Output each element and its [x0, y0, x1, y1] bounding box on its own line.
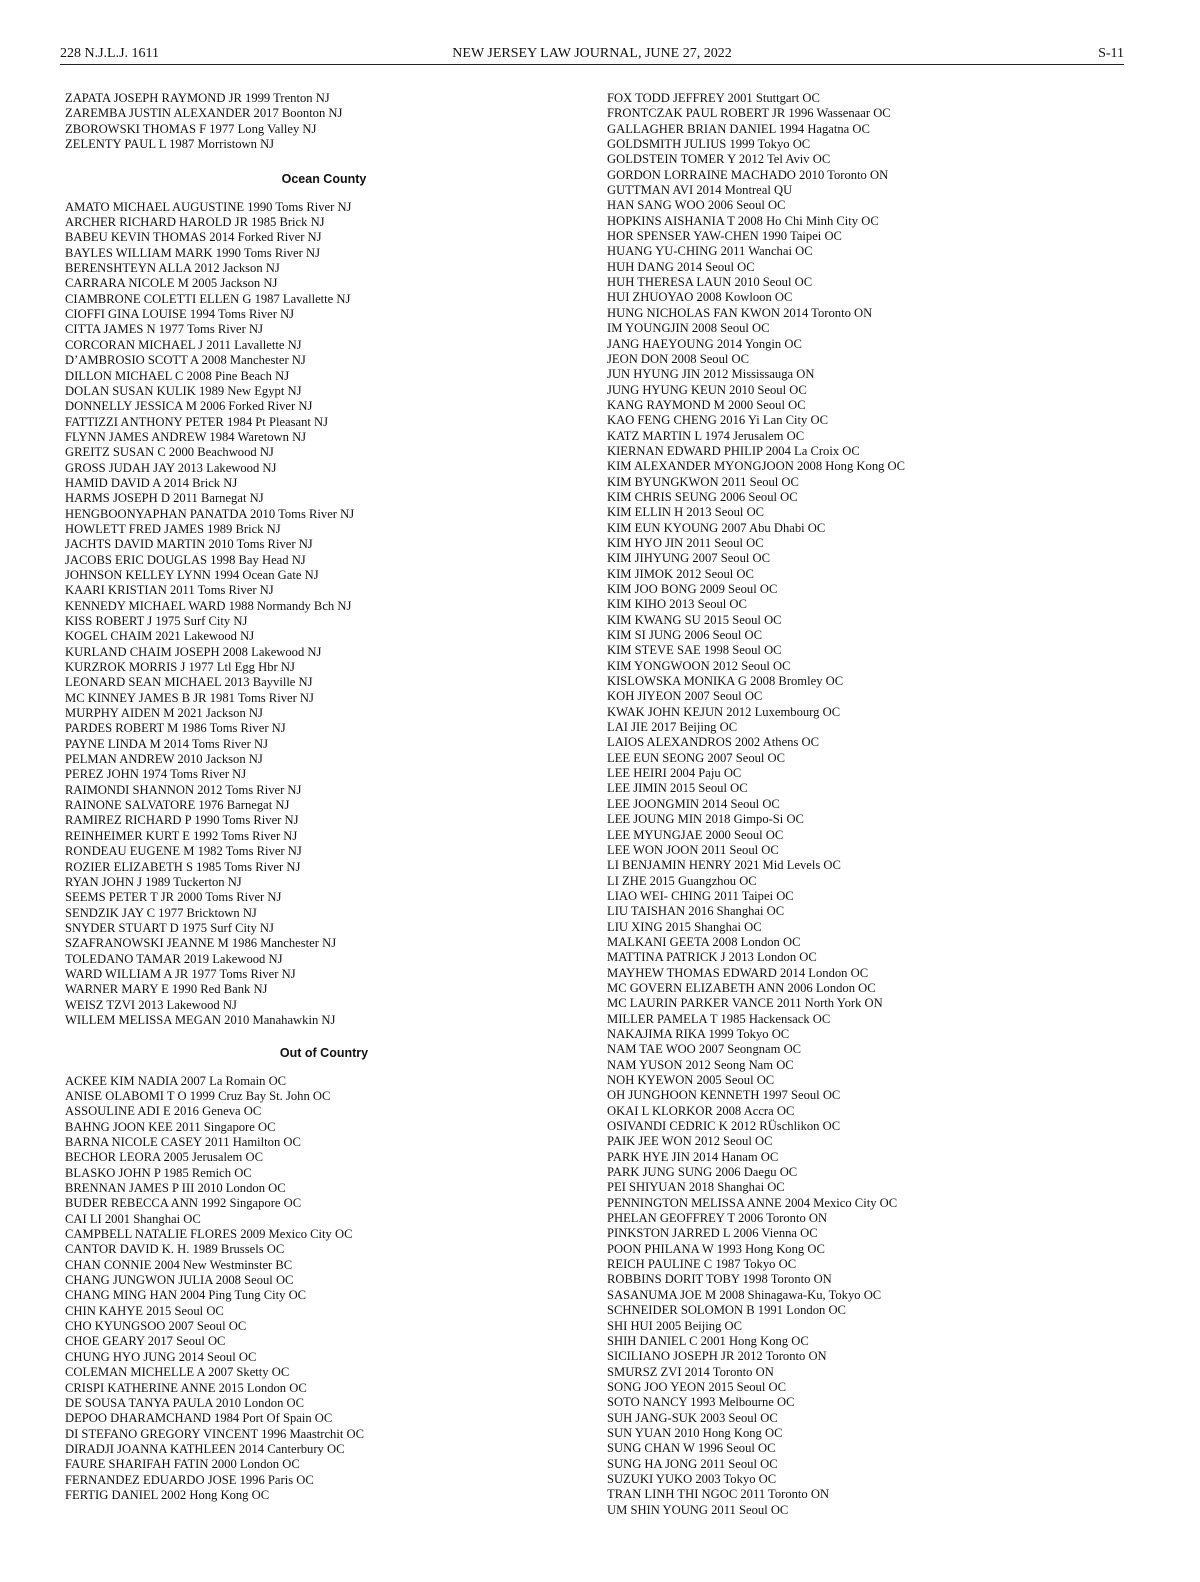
- list-item: SUH JANG-SUK 2003 Seoul OC: [607, 1410, 778, 1425]
- list-item: SASANUMA JOE M 2008 Shinagawa-Ku, Tokyo OC: [607, 1287, 882, 1302]
- list-item: ASSOULINE ADI E 2016 Geneva OC: [65, 1104, 262, 1119]
- list-item: KIM JIHYUNG 2007 Seoul OC: [607, 551, 771, 566]
- list-item: KIERNAN EDWARD PHILIP 2004 La Croix OC: [607, 443, 860, 458]
- list-item: HOR SPENSER YAW-CHEN 1990 Taipei OC: [607, 229, 842, 244]
- list-item: NAM TAE WOO 2007 Seongnam OC: [607, 1042, 802, 1057]
- list-item: WEISZ TZVI 2013 Lakewood NJ: [65, 997, 237, 1012]
- list-item: WARD WILLIAM A JR 1977 Toms River NJ: [65, 966, 296, 981]
- list-item: SENDZIK JAY C 1977 Bricktown NJ: [65, 905, 257, 920]
- entry-list: [65, 1074, 545, 1504]
- list-item: CRISPI KATHERINE ANNE 2015 London OC: [65, 1380, 307, 1395]
- list-item: HENGBOONYAPHAN PANATDA 2010 Toms River NJ: [65, 506, 355, 521]
- list-item: NAM YUSON 2012 Seong Nam OC: [607, 1057, 794, 1072]
- list-item: SUNG HA JONG 2011 Seoul OC: [607, 1456, 778, 1471]
- list-item: DIRADJI JOANNA KATHLEEN 2014 Canterbury OC: [65, 1441, 345, 1456]
- list-item: LEONARD SEAN MICHAEL 2013 Bayville NJ: [65, 675, 313, 690]
- list-item: AMATO MICHAEL AUGUSTINE 1990 Toms River NJ: [65, 199, 352, 214]
- list-item: TRAN LINH THI NGOC 2011 Toronto ON: [607, 1487, 830, 1502]
- list-item: POON PHILANA W 1993 Hong Kong OC: [607, 1241, 825, 1256]
- list-item: PEREZ JOHN 1974 Toms River NJ: [65, 767, 247, 782]
- list-item: JACHTS DAVID MARTIN 2010 Toms River NJ: [65, 537, 313, 552]
- list-item: LEE MYUNGJAE 2000 Seoul OC: [607, 827, 784, 842]
- list-item: LEE EUN SEONG 2007 Seoul OC: [607, 750, 786, 765]
- list-item: JANG HAEYOUNG 2014 Yongin OC: [607, 336, 802, 351]
- list-item: CAMPBELL NATALIE FLORES 2009 Mexico City OC: [65, 1227, 353, 1242]
- list-item: LEE WON JOON 2011 Seoul OC: [607, 842, 779, 857]
- list-item: SMURSZ ZVI 2014 Toronto ON: [607, 1364, 774, 1379]
- list-item: MATTINA PATRICK J 2013 London OC: [607, 950, 817, 965]
- list-item: FATTIZZI ANTHONY PETER 1984 Pt Pleasant NJ: [65, 414, 329, 429]
- list-item: KISS ROBERT J 1975 Surf City NJ: [65, 614, 248, 628]
- list-item: CHANG JUNGWON JULIA 2008 Seoul OC: [65, 1273, 294, 1288]
- list-item: RAMIREZ RICHARD P 1990 Toms River NJ: [65, 813, 299, 828]
- list-item: DI STEFANO GREGORY VINCENT 1996 Maastrchit OC: [65, 1426, 364, 1441]
- list-item: SOTO NANCY 1993 Melbourne OC: [607, 1395, 795, 1410]
- list-item: BARNA NICOLE CASEY 2011 Hamilton OC: [65, 1135, 301, 1149]
- list-item: HOWLETT FRED JAMES 1989 Brick NJ: [65, 521, 281, 536]
- list-item: KIM EUN KYOUNG 2007 Abu Dhabi OC: [607, 520, 826, 535]
- list-item: FOX TODD JEFFREY 2001 Stuttgart OC: [607, 91, 820, 105]
- list-item: GOLDSTEIN TOMER Y 2012 Tel Aviv OC: [607, 152, 831, 167]
- list-item: ZELENTY PAUL L 1987 Morristown NJ: [65, 137, 275, 152]
- list-item: LIAO WEI- CHING 2011 Taipei OC: [607, 888, 794, 903]
- list-item: KWAK JOHN KEJUN 2012 Luxembourg OC: [607, 704, 841, 719]
- entry-list: [65, 200, 545, 1029]
- page-header: [60, 46, 1124, 65]
- list-item: IM YOUNGJIN 2008 Seoul OC: [607, 321, 770, 336]
- list-item: HUNG NICHOLAS FAN KWON 2014 Toronto ON: [607, 305, 873, 320]
- list-item: PARK JUNG SUNG 2006 Daegu OC: [607, 1165, 798, 1180]
- list-item: RAINONE SALVATORE 1976 Barnegat NJ: [65, 798, 290, 813]
- list-item: PEI SHIYUAN 2018 Shanghai OC: [607, 1180, 785, 1195]
- list-item: GOLDSMITH JULIUS 1999 Tokyo OC: [607, 137, 811, 152]
- list-item: CORCORAN MICHAEL J 2011 Lavallette NJ: [65, 337, 302, 352]
- list-item: KIM STEVE SAE 1998 Seoul OC: [607, 643, 782, 658]
- list-item: D’AMBROSIO SCOTT A 2008 Manchester NJ: [65, 353, 306, 368]
- list-item: BRENNAN JAMES P III 2010 London OC: [65, 1181, 286, 1196]
- list-item: HAN SANG WOO 2006 Seoul OC: [607, 198, 786, 213]
- list-item: KAO FENG CHENG 2016 Yi Lan City OC: [607, 413, 828, 428]
- list-item: PAIK JEE WON 2012 Seoul OC: [607, 1134, 773, 1149]
- list-item: RYAN JOHN J 1989 Tuckerton NJ: [65, 874, 242, 889]
- list-item: CHOE GEARY 2017 Seoul OC: [65, 1334, 226, 1349]
- list-item: DEPOO DHARAMCHAND 1984 Port Of Spain OC: [65, 1411, 333, 1426]
- list-item: FRONTCZAK PAUL ROBERT JR 1996 Wassenaar OC: [607, 106, 891, 121]
- left-column: [65, 91, 545, 1503]
- list-item: MILLER PAMELA T 1985 Hackensack OC: [607, 1011, 831, 1026]
- list-item: OSIVANDI CEDRIC K 2012 RÜschlikon OC: [607, 1119, 841, 1134]
- list-item: GALLAGHER BRIAN DANIEL 1994 Hagatna OC: [607, 121, 870, 136]
- list-item: ROBBINS DORIT TOBY 1998 Toronto ON: [607, 1272, 832, 1287]
- list-item: JEON DON 2008 Seoul OC: [607, 351, 750, 366]
- list-item: HARMS JOSEPH D 2011 Barnegat NJ: [65, 491, 264, 506]
- list-item: MC LAURIN PARKER VANCE 2011 North York ON: [607, 996, 883, 1011]
- list-item: DONNELLY JESSICA M 2006 Forked River NJ: [65, 399, 313, 414]
- list-item: SEEMS PETER T JR 2000 Toms River NJ: [65, 890, 282, 905]
- list-item: KOH JIYEON 2007 Seoul OC: [607, 689, 763, 704]
- list-item: BERENSHTEYN ALLA 2012 Jackson NJ: [65, 261, 280, 276]
- list-item: CHIN KAHYE 2015 Seoul OC: [65, 1303, 224, 1318]
- list-item: FERTIG DANIEL 2002 Hong Kong OC: [65, 1487, 270, 1502]
- list-item: BUDER REBECCA ANN 1992 Singapore OC: [65, 1196, 302, 1211]
- list-item: OKAI L KLORKOR 2008 Accra OC: [607, 1103, 795, 1118]
- list-item: WARNER MARY E 1990 Red Bank NJ: [65, 982, 268, 997]
- list-item: JUN HYUNG JIN 2012 Mississauga ON: [607, 367, 815, 382]
- list-item: HUH DANG 2014 Seoul OC: [607, 259, 755, 274]
- list-item: KIM BYUNGKWON 2011 Seoul OC: [607, 474, 799, 489]
- list-item: SONG JOO YEON 2015 Seoul OC: [607, 1379, 786, 1394]
- list-item: PAYNE LINDA M 2014 Toms River NJ: [65, 736, 268, 751]
- list-item: SHIH DANIEL C 2001 Hong Kong OC: [607, 1333, 809, 1348]
- list-item: GROSS JUDAH JAY 2013 Lakewood NJ: [65, 460, 277, 475]
- list-item: ACKEE KIM NADIA 2007 La Romain OC: [65, 1073, 287, 1088]
- list-item: JUNG HYUNG KEUN 2010 Seoul OC: [607, 382, 807, 397]
- list-item: MC GOVERN ELIZABETH ANN 2006 London OC: [607, 980, 876, 995]
- list-item: MC KINNEY JAMES B JR 1981 Toms River NJ: [65, 690, 314, 705]
- entry-list: [607, 91, 1087, 1518]
- list-item: KIM CHRIS SEUNG 2006 Seoul OC: [607, 489, 798, 504]
- list-item: SUZUKI YUKO 2003 Tokyo OC: [607, 1471, 777, 1486]
- list-item: ANISE OLABOMI T O 1999 Cruz Bay St. John OC: [65, 1088, 331, 1103]
- list-item: LEE JOUNG MIN 2018 Gimpo-Si OC: [607, 812, 804, 827]
- list-item: LI ZHE 2015 Guangzhou OC: [607, 873, 757, 888]
- list-item: LEE HEIRI 2004 Paju OC: [607, 766, 742, 781]
- page-number: S-11: [1098, 46, 1124, 61]
- list-item: KIM ELLIN H 2013 Seoul OC: [607, 505, 765, 520]
- list-item: PARDES ROBERT M 1986 Toms River NJ: [65, 721, 286, 736]
- list-item: ARCHER RICHARD HAROLD JR 1985 Brick NJ: [65, 215, 325, 230]
- list-item: KENNEDY MICHAEL WARD 1988 Normandy Bch NJ: [65, 598, 352, 613]
- list-item: PELMAN ANDREW 2010 Jackson NJ: [65, 752, 263, 767]
- list-item: TOLEDANO TAMAR 2019 Lakewood NJ: [65, 951, 283, 966]
- list-item: KANG RAYMOND M 2000 Seoul OC: [607, 397, 806, 412]
- list-item: LAI JIE 2017 Beijing OC: [607, 720, 738, 735]
- list-item: OH JUNGHOON KENNETH 1997 Seoul OC: [607, 1088, 841, 1103]
- list-item: CIOFFI GINA LOUISE 1994 Toms River NJ: [65, 307, 295, 322]
- list-item: CAI LI 2001 Shanghai OC: [65, 1211, 201, 1226]
- list-item: REICH PAULINE C 1987 Tokyo OC: [607, 1257, 797, 1272]
- list-item: CHO KYUNGSOO 2007 Seoul OC: [65, 1319, 247, 1334]
- list-item: FLYNN JAMES ANDREW 1984 Waretown NJ: [65, 429, 307, 444]
- list-item: MAYHEW THOMAS EDWARD 2014 London OC: [607, 965, 869, 980]
- list-item: JOHNSON KELLEY LYNN 1994 Ocean Gate NJ: [65, 567, 319, 582]
- list-item: GUTTMAN AVI 2014 Montreal QU: [607, 183, 793, 198]
- list-item: PHELAN GEOFFREY T 2006 Toronto ON: [607, 1211, 828, 1226]
- list-item: KOGEL CHAIM 2021 Lakewood NJ: [65, 629, 255, 644]
- list-item: GREITZ SUSAN C 2000 Beachwood NJ: [65, 445, 274, 460]
- list-item: ZAREMBA JUSTIN ALEXANDER 2017 Boonton NJ: [65, 106, 343, 121]
- citation: 228 N.J.L.J. 1611: [60, 46, 160, 61]
- list-item: CARRARA NICOLE M 2005 Jackson NJ: [65, 276, 278, 291]
- list-item: MURPHY AIDEN M 2021 Jackson NJ: [65, 706, 263, 721]
- list-item: KIM KWANG SU 2015 Seoul OC: [607, 612, 782, 627]
- list-item: SUNG CHAN W 1996 Seoul OC: [607, 1441, 776, 1456]
- list-item: RONDEAU EUGENE M 1982 Toms River NJ: [65, 844, 302, 859]
- list-item: ROZIER ELIZABETH S 1985 Toms River NJ: [65, 859, 301, 874]
- list-item: KIM JIMOK 2012 Seoul OC: [607, 566, 754, 581]
- list-item: NAKAJIMA RIKA 1999 Tokyo OC: [607, 1026, 790, 1041]
- list-item: ZAPATA JOSEPH RAYMOND JR 1999 Trenton NJ: [65, 91, 330, 105]
- list-item: KURLAND CHAIM JOSEPH 2008 Lakewood NJ: [65, 644, 322, 659]
- list-item: DOLAN SUSAN KULIK 1989 New Egypt NJ: [65, 383, 302, 398]
- list-item: HUI ZHUOYAO 2008 Kowloon OC: [607, 290, 793, 305]
- list-item: SHI HUI 2005 Beijing OC: [607, 1318, 743, 1333]
- right-column: [607, 91, 1087, 1518]
- list-item: HUANG YU-CHING 2011 Wanchai OC: [607, 244, 813, 259]
- list-item: CHANG MING HAN 2004 Ping Tung City OC: [65, 1288, 307, 1303]
- list-item: CANTOR DAVID K. H. 1989 Brussels OC: [65, 1242, 285, 1257]
- list-item: LIU XING 2015 Shanghai OC: [607, 919, 762, 934]
- list-item: BLASKO JOHN P 1985 Remich OC: [65, 1165, 252, 1180]
- list-item: RAIMONDI SHANNON 2012 Toms River NJ: [65, 782, 302, 797]
- list-item: REINHEIMER KURT E 1992 Toms River NJ: [65, 828, 298, 843]
- list-item: HAMID DAVID A 2014 Brick NJ: [65, 475, 238, 490]
- list-item: PARK HYE JIN 2014 Hanam OC: [607, 1149, 779, 1164]
- list-item: SZAFRANOWSKI JEANNE M 1986 Manchester NJ: [65, 936, 337, 951]
- list-item: BECHOR LEORA 2005 Jerusalem OC: [65, 1150, 263, 1165]
- list-item: FAURE SHARIFAH FATIN 2000 London OC: [65, 1457, 300, 1472]
- list-item: LEE JOONGMIN 2014 Seoul OC: [607, 796, 780, 811]
- list-item: CITTA JAMES N 1977 Toms River NJ: [65, 322, 263, 337]
- list-item: KATZ MARTIN L 1974 Jerusalem OC: [607, 428, 805, 443]
- list-item: KIM ALEXANDER MYONGJOON 2008 Hong Kong OC: [607, 459, 906, 474]
- list-item: NOH KYEWON 2005 Seoul OC: [607, 1073, 775, 1087]
- list-item: HUH THERESA LAUN 2010 Seoul OC: [607, 275, 813, 290]
- list-item: FERNANDEZ EDUARDO JOSE 1996 Paris OC: [65, 1472, 314, 1487]
- list-item: KURZROK MORRIS J 1977 Ltl Egg Hbr NJ: [65, 660, 295, 675]
- list-item: BABEU KEVIN THOMAS 2014 Forked River NJ: [65, 230, 322, 245]
- list-item: DE SOUSA TANYA PAULA 2010 London OC: [65, 1395, 305, 1410]
- list-item: LAIOS ALEXANDROS 2002 Athens OC: [607, 735, 820, 750]
- list-item: SNYDER STUART D 1975 Surf City NJ: [65, 920, 274, 935]
- section-title-out-of-country: Out of Country: [279, 1046, 369, 1061]
- list-item: UM SHIN YOUNG 2011 Seoul OC: [607, 1502, 789, 1517]
- list-item: KIM SI JUNG 2006 Seoul OC: [607, 628, 762, 643]
- list-item: SUN YUAN 2010 Hong Kong OC: [607, 1425, 783, 1440]
- list-item: BAHNG JOON KEE 2011 Singapore OC: [65, 1119, 276, 1134]
- list-item: CHAN CONNIE 2004 New Westminster BC: [65, 1257, 293, 1272]
- list-item: KIM JOO BONG 2009 Seoul OC: [607, 582, 778, 596]
- list-item: LEE JIMIN 2015 Seoul OC: [607, 781, 748, 796]
- list-item: SICILIANO JOSEPH JR 2012 Toronto ON: [607, 1349, 827, 1364]
- entry-list: [65, 91, 545, 152]
- list-item: PINKSTON JARRED L 2006 Vienna OC: [607, 1226, 818, 1241]
- list-item: HOPKINS AISHANIA T 2008 Ho Chi Minh City OC: [607, 213, 879, 228]
- list-item: SCHNEIDER SOLOMON B 1991 London OC: [607, 1303, 846, 1318]
- list-item: LI BENJAMIN HENRY 2021 Mid Levels OC: [607, 858, 841, 873]
- list-item: KIM YONGWOON 2012 Seoul OC: [607, 658, 791, 673]
- list-item: KISLOWSKA MONIKA G 2008 Bromley OC: [607, 674, 844, 689]
- list-item: PENNINGTON MELISSA ANNE 2004 Mexico City OC: [607, 1195, 898, 1210]
- publication-title: NEW JERSEY LAW JOURNAL, JUNE 27, 2022: [452, 46, 732, 61]
- section-title-ocean-county: Ocean County: [281, 172, 367, 187]
- list-item: MALKANI GEETA 2008 London OC: [607, 934, 801, 949]
- list-item: BAYLES WILLIAM MARK 1990 Toms River NJ: [65, 245, 320, 260]
- list-item: WILLEM MELISSA MEGAN 2010 Manahawkin NJ: [65, 1012, 336, 1027]
- list-item: LIU TAISHAN 2016 Shanghai OC: [607, 904, 785, 919]
- list-item: DILLON MICHAEL C 2008 Pine Beach NJ: [65, 368, 290, 383]
- list-item: KAARI KRISTIAN 2011 Toms River NJ: [65, 583, 274, 598]
- list-item: KIM KIHO 2013 Seoul OC: [607, 597, 747, 612]
- list-item: JACOBS ERIC DOUGLAS 1998 Bay Head NJ: [65, 552, 306, 567]
- list-item: COLEMAN MICHELLE A 2007 Sketty OC: [65, 1365, 290, 1380]
- list-item: CIAMBRONE COLETTI ELLEN G 1987 Lavallette NJ: [65, 291, 351, 306]
- list-item: CHUNG HYO JUNG 2014 Seoul OC: [65, 1349, 257, 1364]
- list-item: ZBOROWSKI THOMAS F 1977 Long Valley NJ: [65, 121, 317, 136]
- list-item: KIM HYO JIN 2011 Seoul OC: [607, 535, 764, 550]
- list-item: GORDON LORRAINE MACHADO 2010 Toronto ON: [607, 167, 889, 182]
